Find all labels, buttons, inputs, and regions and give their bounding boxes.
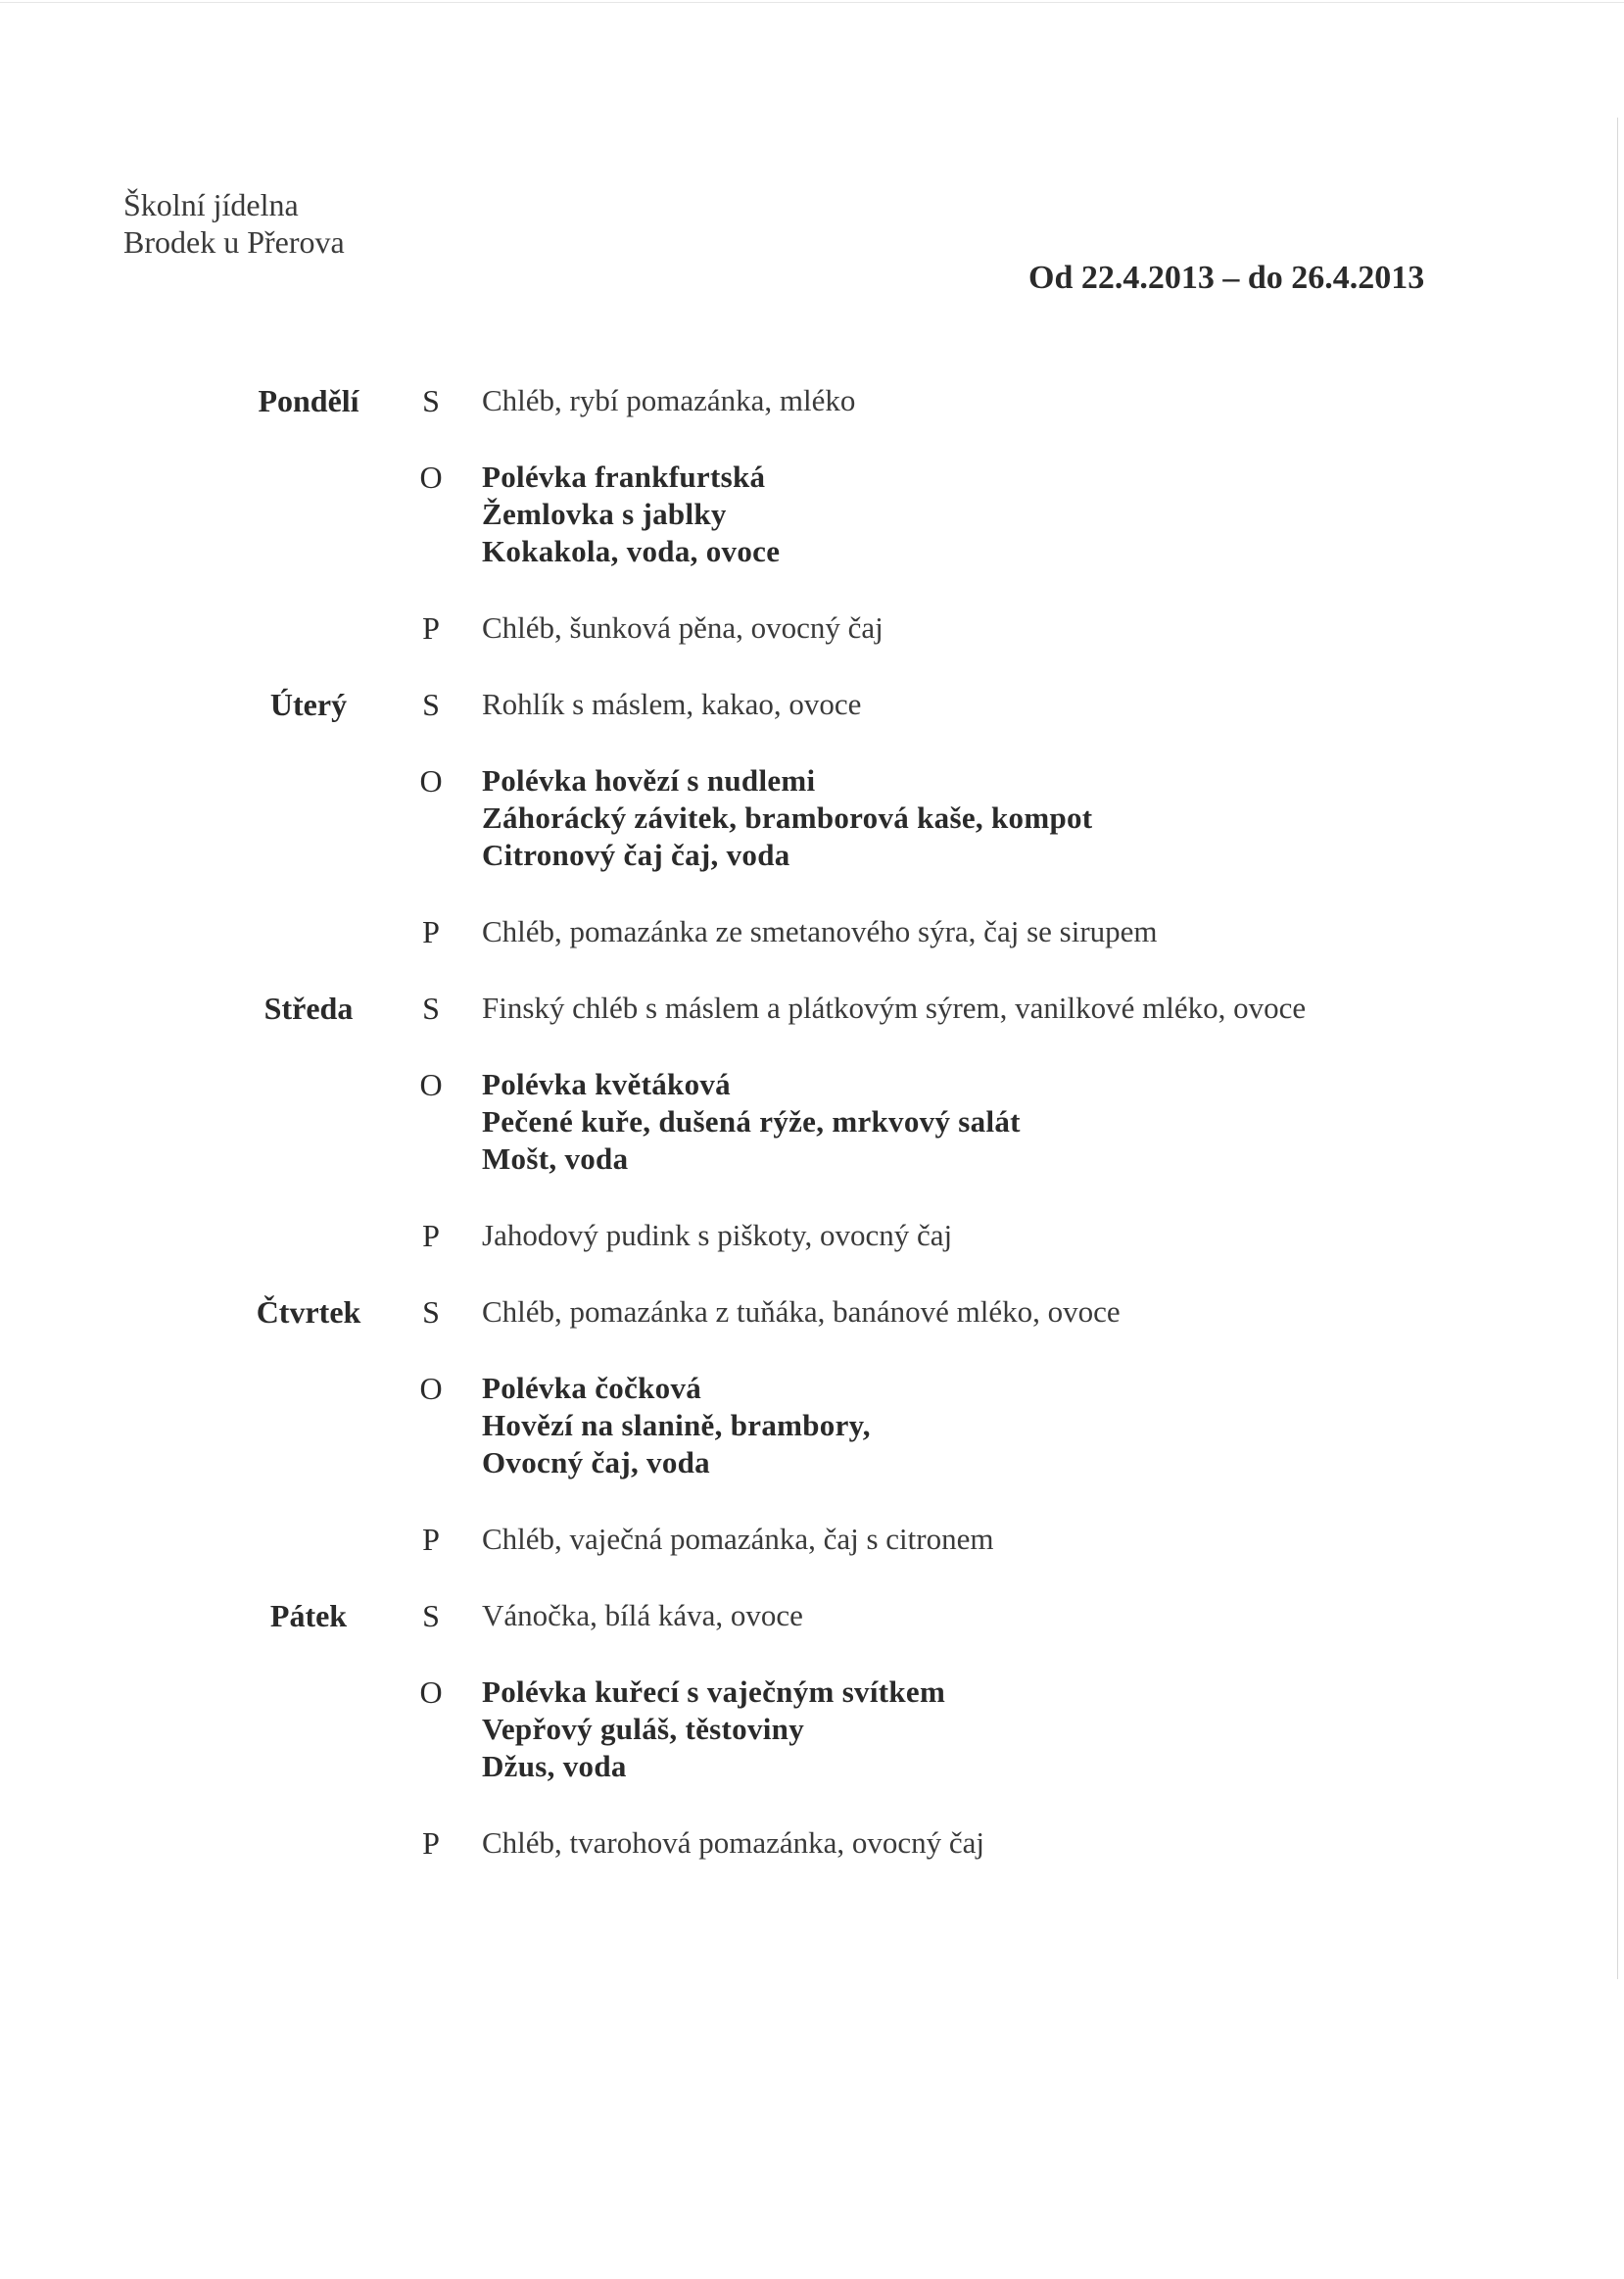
meal-line: Ovocný čaj, voda xyxy=(482,1445,710,1479)
day-label: Pondělí xyxy=(258,383,359,418)
meal-line: Vánočka, bílá káva, ovoce xyxy=(482,1598,803,1632)
meal-description xyxy=(482,1673,945,1785)
meal-description xyxy=(482,459,780,570)
meal-description xyxy=(482,609,884,647)
day-label: Středa xyxy=(263,991,354,1026)
school-name: Školní jídelna xyxy=(123,187,299,222)
meal-description xyxy=(482,1217,952,1254)
meal-line: Polévka hovězí s nudlemi xyxy=(482,763,816,798)
meal-code: O xyxy=(419,1067,443,1102)
meal-line: Polévka frankfurtská xyxy=(482,460,766,494)
meal-description xyxy=(482,762,1092,874)
meal-description xyxy=(482,1370,871,1481)
meal-code: P xyxy=(422,1218,440,1253)
meal-line: Finský chléb s máslem a plátkovým sýrem, vanilkové mléko, ovoce xyxy=(482,991,1307,1025)
meal-line: Chléb, rybí pomazánka, mléko xyxy=(482,383,856,417)
meal-line: Hovězí na slanině, brambory, xyxy=(482,1408,871,1442)
school-location: Brodek u Přerova xyxy=(123,224,345,260)
meal-description xyxy=(482,1066,1021,1178)
day-label: Čtvrtek xyxy=(256,1294,361,1330)
meal-line: Záhorácký závitek, bramborová kaše, kompot xyxy=(482,800,1093,835)
meal-line: Chléb, pomazánka z tuňáka, banánové mléko, ovoce xyxy=(482,1294,1121,1329)
meal-description xyxy=(482,686,861,723)
meal-description xyxy=(482,1293,1121,1331)
meal-code: P xyxy=(422,610,440,646)
meal-description xyxy=(482,990,1306,1027)
meal-line: Chléb, pomazánka ze smetanového sýra, čaj se sirupem xyxy=(482,914,1158,948)
meal-description xyxy=(482,382,855,419)
meal-code: S xyxy=(422,687,440,722)
meal-code: P xyxy=(422,1522,440,1557)
meal-code: S xyxy=(422,383,440,418)
meal-line: Žemlovka s jablky xyxy=(482,497,727,531)
scan-edge-top xyxy=(0,2,1624,3)
meal-code: O xyxy=(419,763,443,799)
day-label: Úterý xyxy=(269,687,348,722)
date-range: Od 22.4.2013 – do 26.4.2013 xyxy=(1028,260,1425,296)
meal-description xyxy=(482,1521,993,1558)
meal-description xyxy=(482,1597,803,1634)
meal-line: Džus, voda xyxy=(482,1749,627,1783)
meal-code: S xyxy=(422,1598,440,1633)
meal-line: Mošt, voda xyxy=(482,1141,629,1176)
meal-line: Chléb, šunková pěna, ovocný čaj xyxy=(482,610,884,645)
meal-line: Vepřový guláš, těstoviny xyxy=(482,1712,804,1746)
scan-edge-right xyxy=(1617,118,1618,1979)
meal-line: Rohlík s máslem, kakao, ovoce xyxy=(482,687,862,721)
meal-code: O xyxy=(419,460,443,495)
meal-line: Chléb, vaječná pomazánka, čaj s citronem xyxy=(482,1522,994,1556)
meal-code: S xyxy=(422,991,440,1026)
meal-description xyxy=(482,913,1158,950)
meal-line: Polévka kuřecí s vaječným svítkem xyxy=(482,1674,946,1709)
meal-description xyxy=(482,1824,984,1862)
meal-line: Jahodový pudink s piškoty, ovocný čaj xyxy=(482,1218,953,1252)
meal-code: O xyxy=(419,1371,443,1406)
day-label: Pátek xyxy=(269,1598,348,1633)
meal-code: O xyxy=(419,1674,443,1710)
meal-code: S xyxy=(422,1294,440,1330)
meal-line: Polévka čočková xyxy=(482,1371,702,1405)
meal-line: Polévka květáková xyxy=(482,1067,731,1101)
meal-line: Kokakola, voda, ovoce xyxy=(482,534,781,568)
meal-line: Pečené kuře, dušená rýže, mrkvový salát xyxy=(482,1104,1021,1139)
meal-line: Citronový čaj čaj, voda xyxy=(482,838,790,872)
school-name-block xyxy=(123,186,345,261)
meal-line: Chléb, tvarohová pomazánka, ovocný čaj xyxy=(482,1825,985,1860)
meal-code: P xyxy=(422,1825,440,1861)
meal-code: P xyxy=(422,914,440,949)
